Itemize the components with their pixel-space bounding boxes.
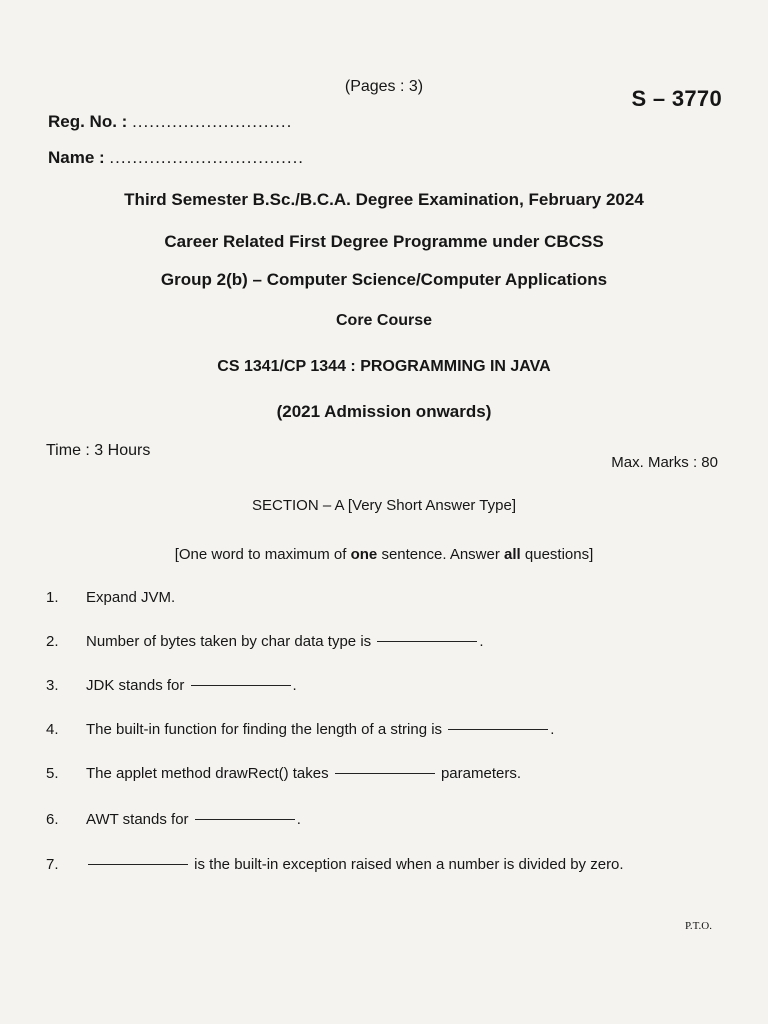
question-number: 3.	[46, 677, 59, 694]
question-item	[0, 589, 768, 613]
instr-text-a: [One word to maximum of	[174, 546, 347, 563]
instr-emph-one: one	[350, 546, 378, 563]
reg-no-dots: ............................	[132, 112, 293, 131]
question-number: 7.	[46, 856, 59, 873]
reg-no-field	[48, 112, 292, 132]
question-item	[0, 856, 768, 880]
exam-time: Time : 3 Hours	[46, 442, 151, 459]
question-text	[86, 721, 554, 738]
answer-blank	[88, 864, 188, 865]
question-text-before: AWT stands for	[86, 811, 189, 828]
group-title: Group 2(b) – Computer Science/Computer Applications	[160, 270, 608, 289]
question-text-before: JDK stands for	[86, 677, 185, 694]
section-instructions	[0, 546, 768, 563]
question-item	[0, 765, 768, 789]
max-marks: Max. Marks : 80	[611, 454, 718, 471]
instr-emph-all: all	[504, 546, 521, 563]
question-number: 4.	[46, 721, 59, 738]
question-item	[0, 633, 768, 657]
admission-note: (2021 Admission onwards)	[276, 402, 492, 421]
answer-blank	[195, 819, 295, 820]
exam-title: Third Semester B.Sc./B.C.A. Degree Examination, February 2024	[124, 190, 644, 209]
section-title: SECTION – A [Very Short Answer Type]	[251, 497, 516, 514]
question-text-before: The applet method drawRect() takes	[86, 765, 329, 782]
question-item	[0, 677, 768, 701]
course-type: Core Course	[335, 312, 433, 329]
question-text	[86, 633, 484, 650]
instr-text-c: sentence. Answer	[381, 546, 500, 563]
please-turn-over: P.T.O.	[685, 920, 712, 932]
question-text-before: Expand JVM.	[86, 589, 176, 606]
question-number: 2.	[46, 633, 59, 650]
answer-blank	[377, 641, 477, 642]
question-item	[0, 721, 768, 745]
question-number: 5.	[46, 765, 59, 782]
question-text	[86, 765, 521, 782]
question-text-after: parameters.	[440, 765, 522, 782]
question-text-after: .	[296, 811, 301, 828]
answer-blank	[448, 729, 548, 730]
question-text	[86, 589, 175, 606]
question-text	[86, 677, 297, 694]
question-number: 6.	[46, 811, 59, 828]
answer-blank	[191, 685, 291, 686]
question-text-after: .	[292, 677, 297, 694]
question-text	[86, 856, 624, 873]
question-text-after: .	[479, 633, 484, 650]
name-dots: ..................................	[109, 148, 305, 167]
question-item	[0, 811, 768, 835]
question-text-after: is the built-in exception raised when a number is divided by zero.	[194, 856, 624, 873]
question-text-before: The built-in function for finding the length of a string is	[86, 721, 443, 738]
page-count: (Pages : 3)	[344, 78, 424, 95]
question-text-after: .	[550, 721, 555, 738]
question-text-before: Number of bytes taken by char data type is	[86, 633, 372, 650]
name-label: Name :	[48, 148, 105, 167]
question-number: 1.	[46, 589, 59, 606]
paper-code: S – 3770	[631, 86, 722, 111]
reg-no-label: Reg. No. :	[48, 112, 128, 131]
answer-blank	[335, 773, 435, 774]
question-text	[86, 811, 301, 828]
course-title: CS 1341/CP 1344 : PROGRAMMING IN JAVA	[217, 358, 551, 375]
programme-title: Career Related First Degree Programme under CBCSS	[164, 232, 604, 251]
instr-text-e: questions]	[524, 546, 594, 563]
name-field	[48, 148, 304, 168]
